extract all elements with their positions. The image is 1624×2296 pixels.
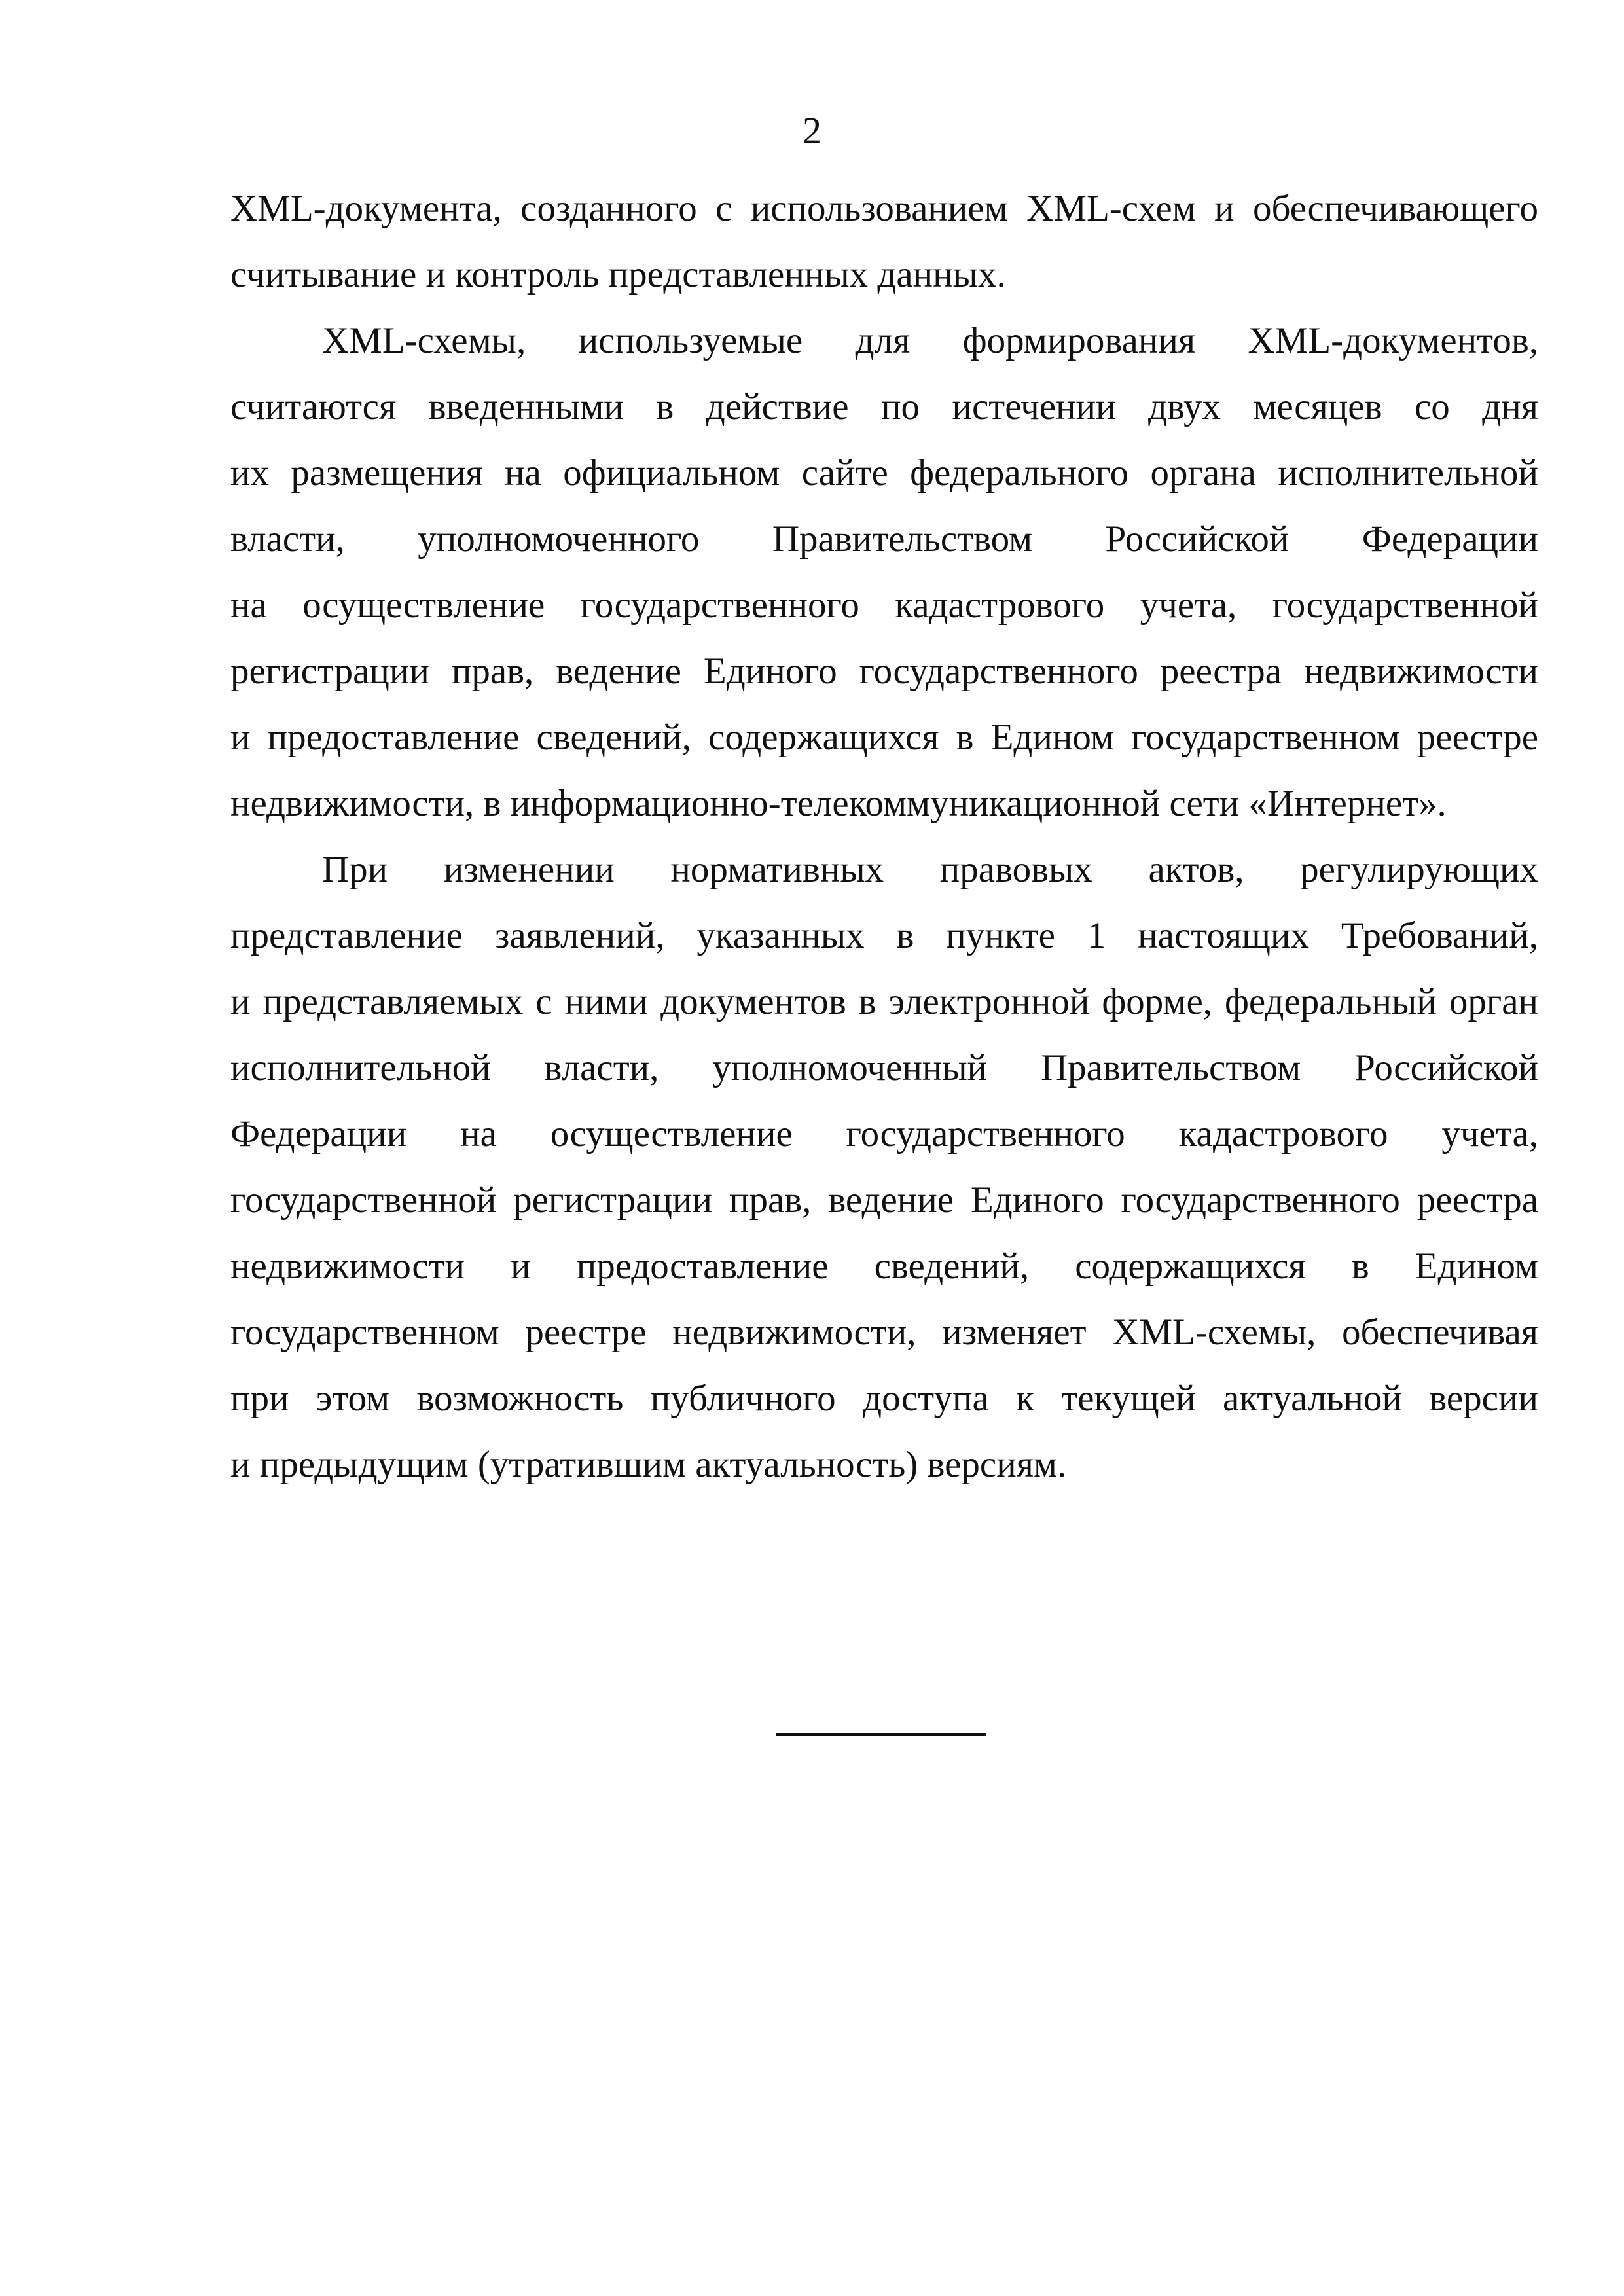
paragraph-3-line-9: при этом возможность публичного доступа к текущей актуальной версии: [230, 1378, 1538, 1419]
paragraph-2-line-1: XML-схемы, используемые для формирования XML-документов,: [322, 320, 1538, 361]
paragraph-3-line-3: и представляемых с ними документов в электронной форме, федеральный орган: [230, 981, 1538, 1022]
paragraph-3-line-6: государственной регистрации прав, ведение Единого государственного реестра: [230, 1179, 1538, 1221]
paragraph-3-line-10: и предыдущим (утратившим актуальность) версиям.: [230, 1444, 1067, 1485]
paragraph-2-line-8: недвижимости, в информационно-телекоммуникационной сети «Интернет».: [230, 783, 1447, 824]
paragraph-3-line-2: представление заявлений, указанных в пункте 1 настоящих Требований,: [230, 915, 1538, 956]
paragraph-3-line-1: При изменении нормативных правовых актов, регулирующих: [322, 849, 1538, 890]
paragraph-3-line-5: Федерации на осуществление государственного кадастрового учета,: [230, 1113, 1538, 1155]
paragraph-3-line-8: государственном реестре недвижимости, изменяет XML-схемы, обеспечивая: [230, 1312, 1538, 1353]
paragraph-2-line-4: власти, уполномоченного Правительством Российской Федерации: [230, 518, 1538, 560]
paragraph-2-line-5: на осуществление государственного кадастрового учета, государственной: [230, 584, 1538, 626]
paragraph-3-line-7: недвижимости и предоставление сведений, содержащихся в Едином: [230, 1246, 1538, 1287]
paragraph-2-line-7: и предоставление сведений, содержащихся в Едином государственном реестре: [230, 717, 1538, 758]
paragraph-1-line-1: XML-документа, созданного с использованием XML-схем и обеспечивающего: [230, 188, 1538, 229]
paragraph-1-line-2: считывание и контроль представленных данных.: [230, 254, 1006, 295]
page-number: 2: [803, 109, 821, 152]
paragraph-2-line-2: считаются введенными в действие по истечении двух месяцев со дня: [230, 386, 1538, 427]
paragraph-2-line-6: регистрации прав, ведение Единого государственного реестра недвижимости: [230, 651, 1538, 692]
paragraph-3-line-4: исполнительной власти, уполномоченный Правительством Российской: [230, 1047, 1538, 1088]
body-text: [230, 175, 1538, 1498]
paragraph-2-line-3: их размещения на официальном сайте федерального органа исполнительной: [230, 452, 1538, 493]
end-of-document-rule: [776, 1733, 986, 1736]
